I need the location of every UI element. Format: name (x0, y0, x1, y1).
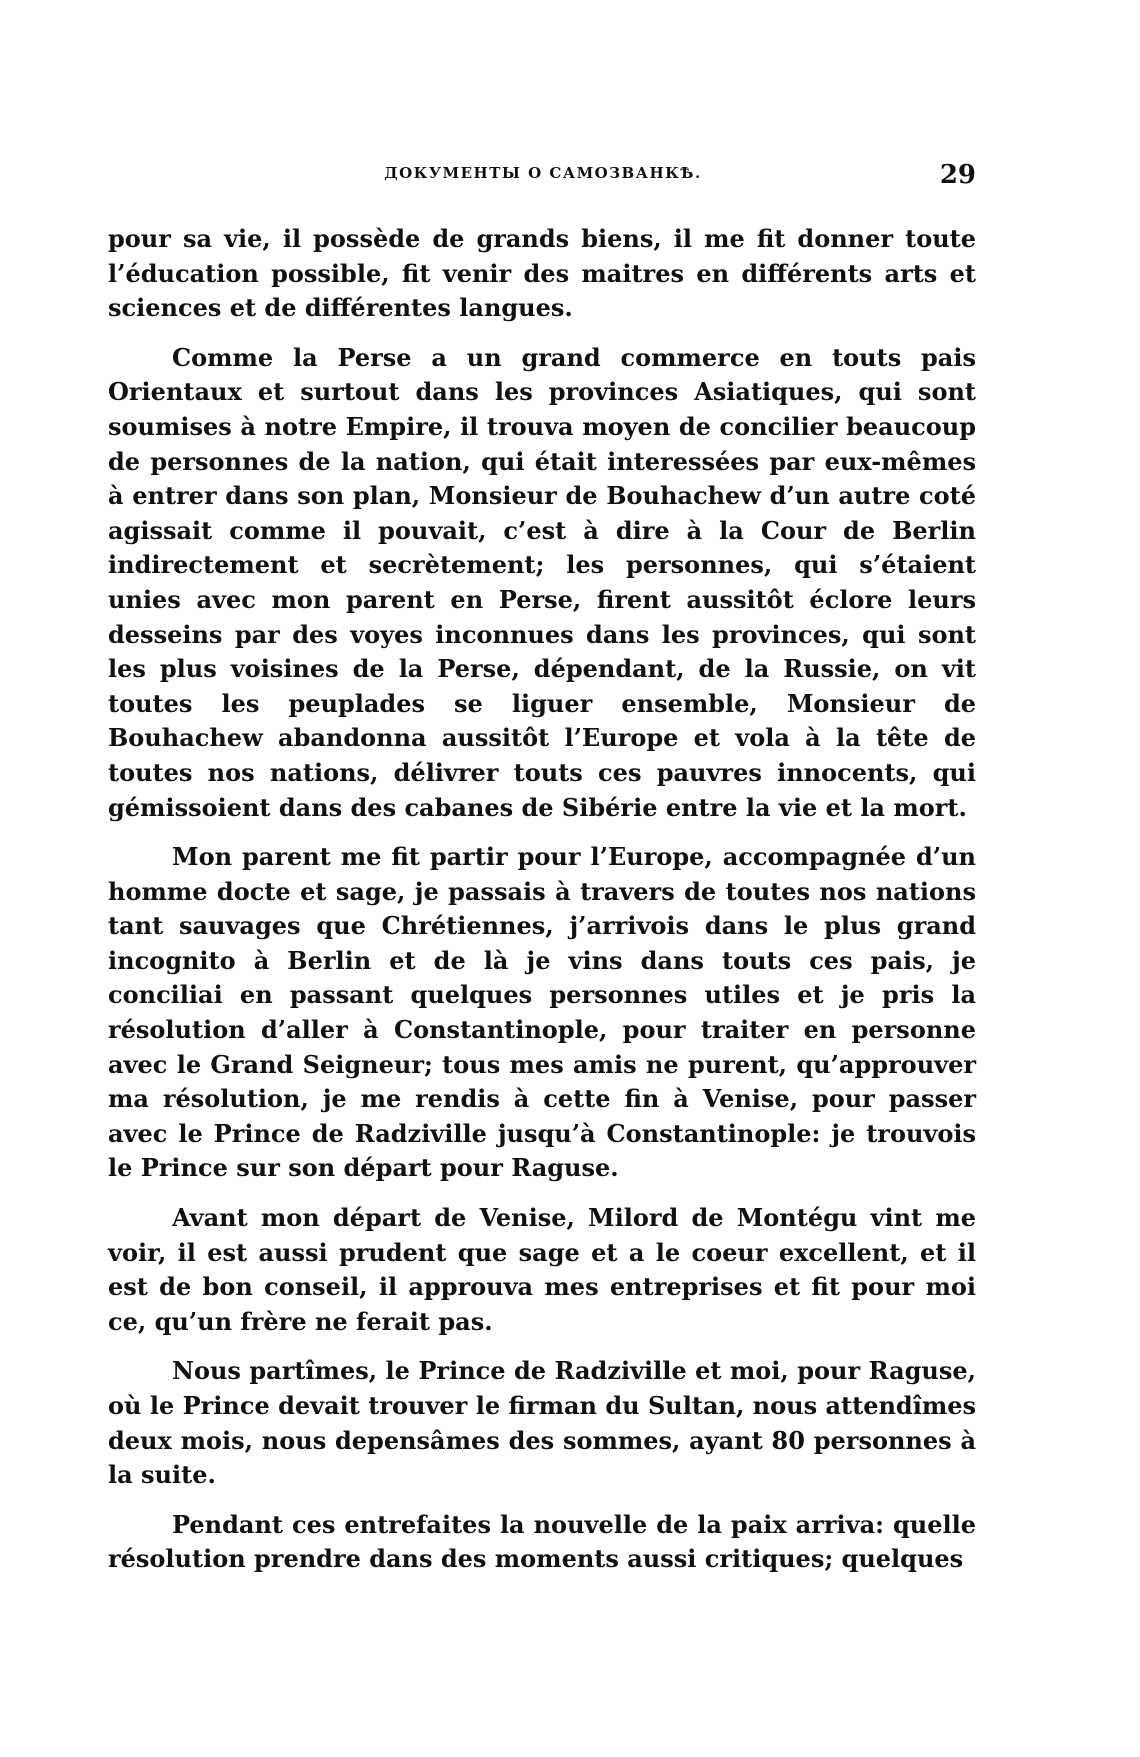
paragraph-2: Comme la Perse a un grand commerce en touts pais Orientaux et surtout dans les provinces Asiatiques, qui sont soumises à notre Empire, il trouva moyen de concilier beaucoup de personnes de la nation, qui était interessées par eux-mêmes à entrer dans son plan, Monsieur de Bouhachew d’un autre coté agissait comme il pouvait, c’est à dire à la Cour de Berlin indirectement et secrètement; les personnes, qui s’étaient unies avec mon parent en Perse, firent aussitôt éclore leurs desseins par des voyes inconnues dans les provinces, qui sont les plus voisines de la Perse, dépendant, de la Russie, on vit toutes les peuplades se liguer ensemble, Monsieur de Bouhachew abandonna aussitôt l’Europe et vola à la tête de toutes nos nations, délivrer touts ces pauvres innocents, qui gémissoient dans des cabanes de Sibérie entre la vie et la mort. (108, 342, 976, 822)
page-number: 29 (939, 160, 976, 190)
running-title: ДОКУМЕНТЫ О САМОЗВАНКѢ. (384, 164, 702, 182)
paragraph-3: Mon parent me fit partir pour l’Europe, accompagnée d’un homme docte et sage, je passais à travers de toutes nos nations tant sauvages que Chrétiennes, j’arrivois dans le plus grand incognito à Berlin et de là je vins dans touts ces pais, je conciliai en passant quelques personnes utiles et je pris la résolution d’aller à Constantinople, pour traiter en personne avec le Grand Seigneur; tous mes amis ne purent, qu’approuver ma résolution, je me rendis à cette fin à Venise, pour passer avec le Prince de Radziville jusqu’à Constantinople: je trouvois le Prince sur son départ pour Raguse. (108, 842, 976, 1183)
paragraph-1-continued: pour sa vie, il possède de grands biens, il me fit donner toute l’éducation possible, fit venir des maitres en différents arts et sciences et de différentes langues. (108, 224, 976, 323)
paragraph-5: Nous partîmes, le Prince de Radziville et moi, pour Raguse, où le Prince devait trouver le firman du Sultan, nous attendîmes deux mois, nous depensâmes des sommes, ayant 80 personnes à la suite. (108, 1356, 976, 1490)
paragraph-6: Pendant ces entrefaites la nouvelle de la paix arriva: quelle résolution prendre dans des moments aussi critiques; quelques (108, 1509, 976, 1574)
page-header (110, 160, 976, 196)
paragraph-4: Avant mon départ de Venise, Milord de Montégu vint me voir, il est aussi prudent que sage et a le coeur excellent, et il est de bon conseil, il approuva mes entreprises et fit pour moi ce, qu’un frère ne ferait pas. (108, 1203, 976, 1336)
body-text (108, 222, 976, 1592)
